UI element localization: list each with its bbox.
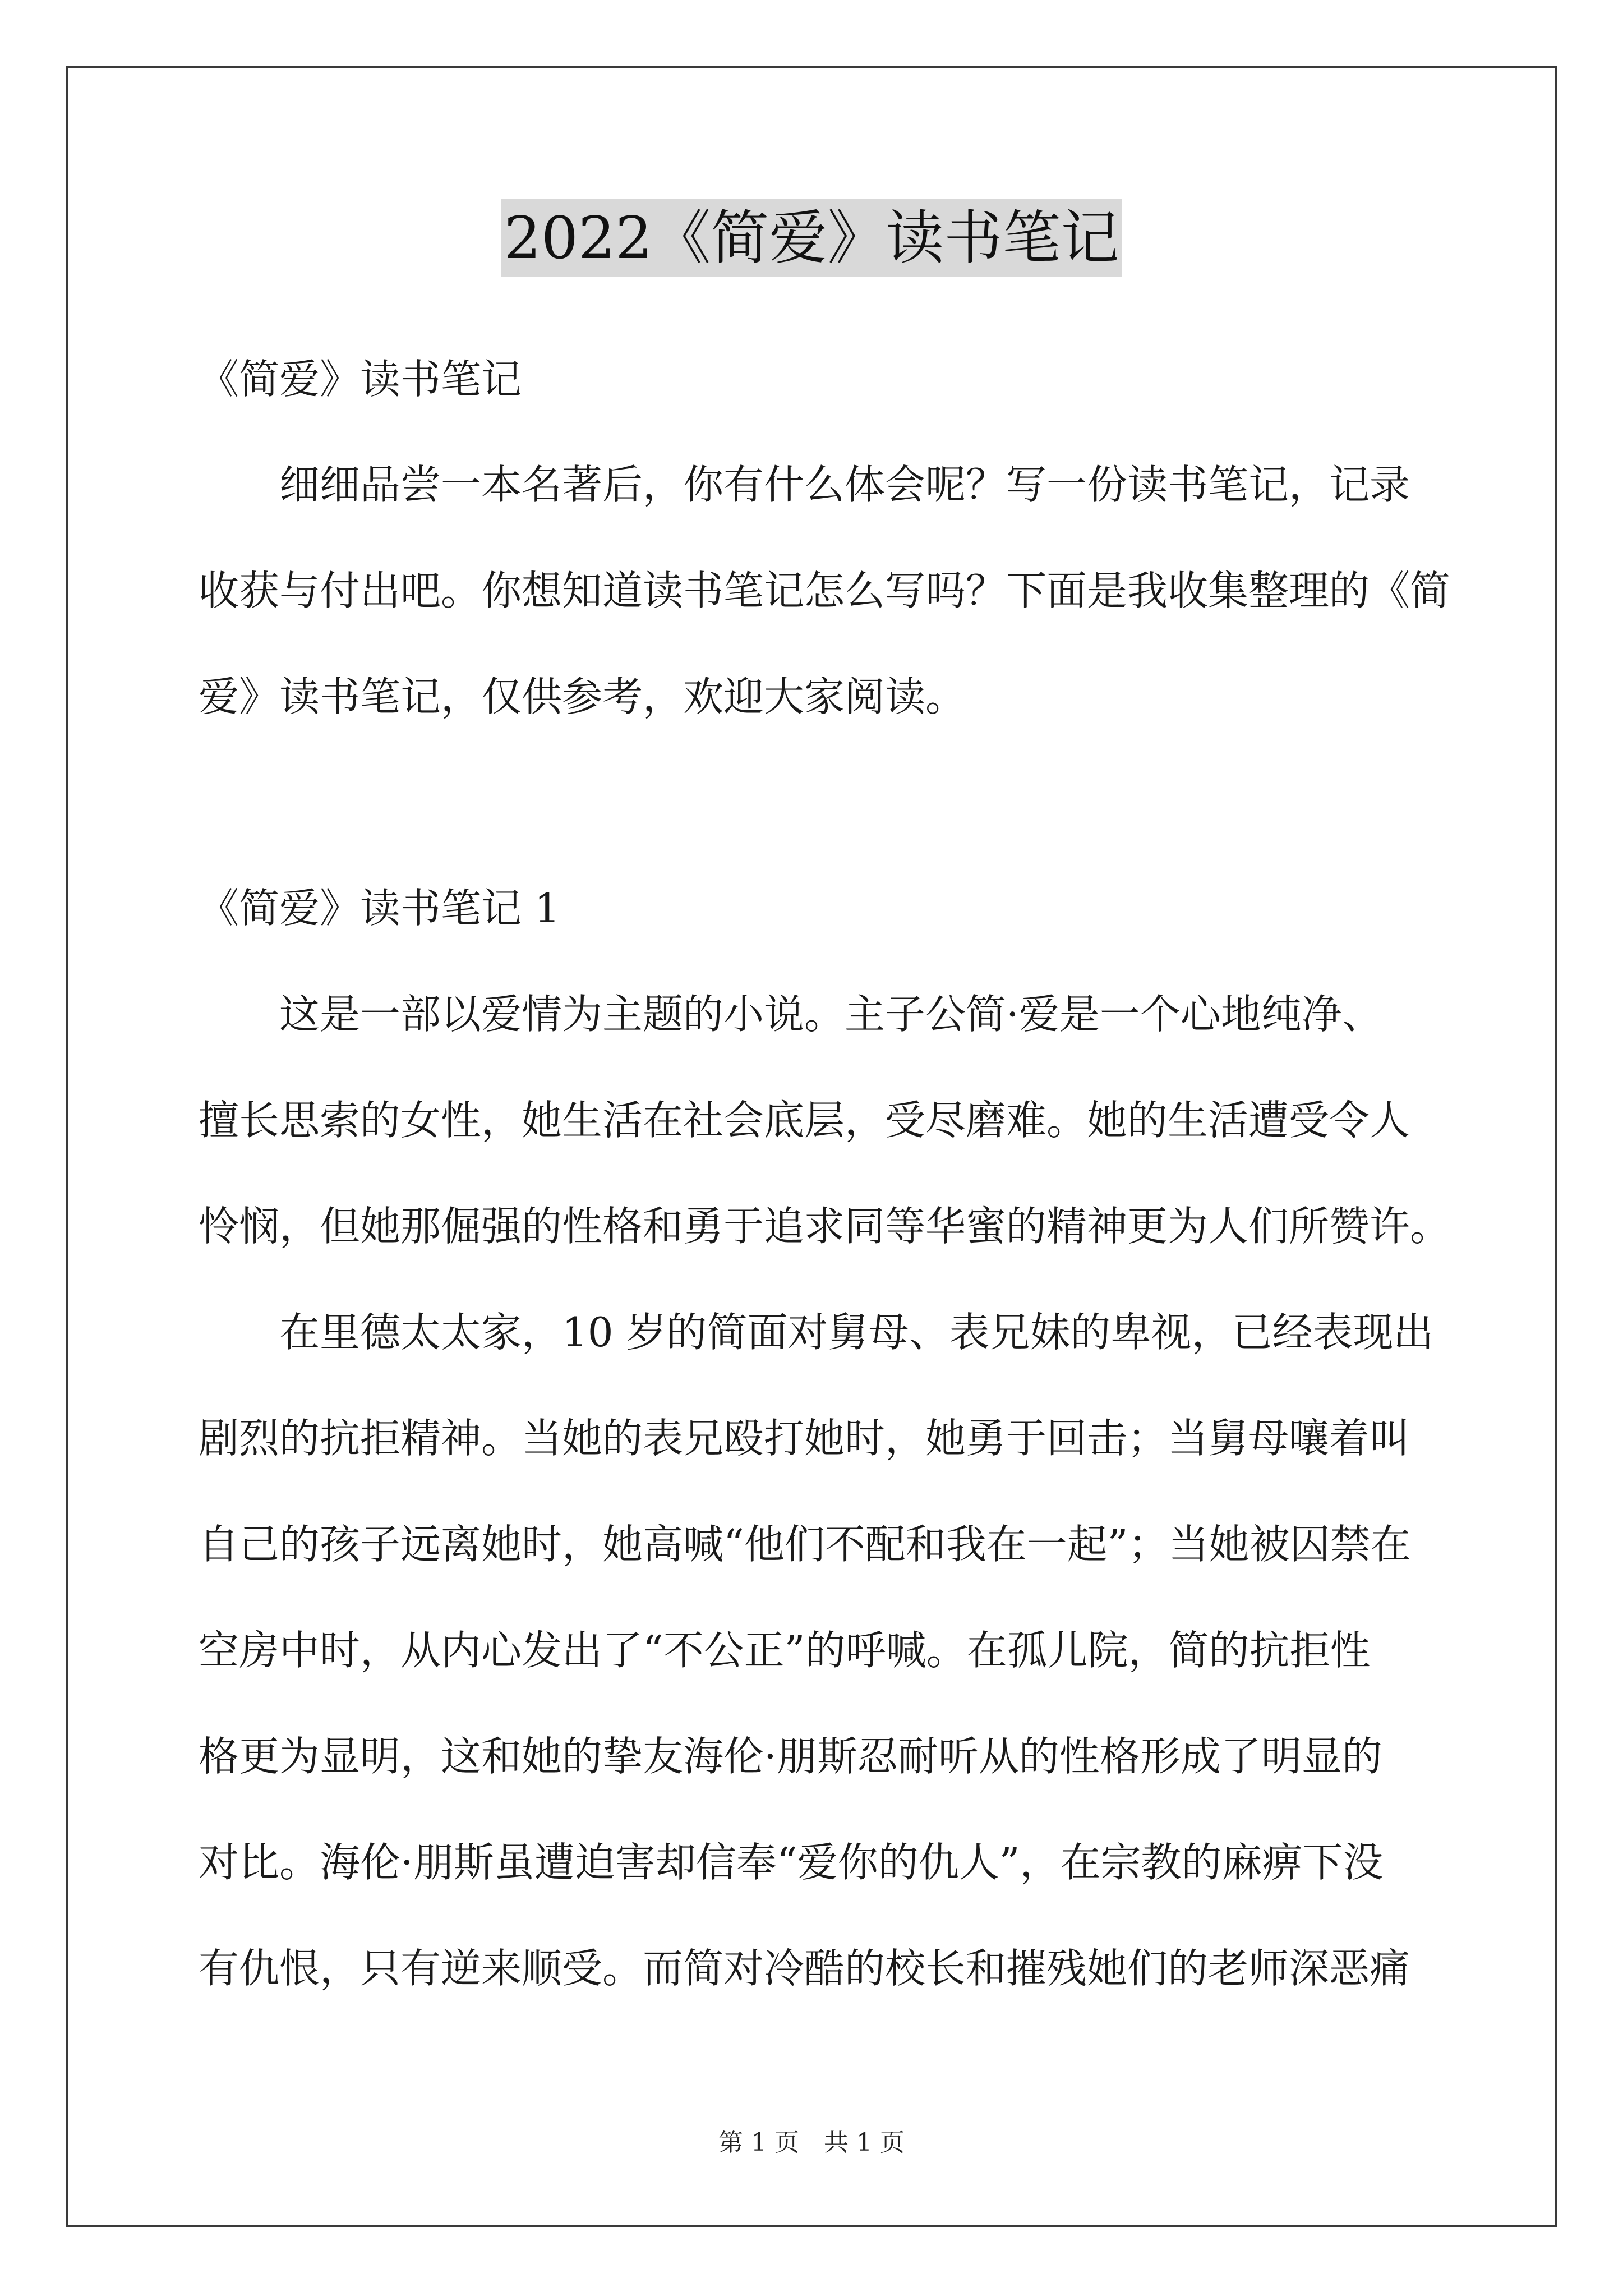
body-line: 擅长思索的女性，她生活在社会底层，受尽磨难。她的生活遭受令人: [199, 1097, 1410, 1144]
intro-heading: 《简爱》读书笔记: [199, 356, 522, 403]
intro-line: 细细品尝一本名著后，你有什么体会呢？写一份读书笔记，记录: [199, 461, 1410, 508]
body-line: 剧烈的抗拒精神。当她的表兄殴打她时，她勇于回击；当舅母嚷着叫: [199, 1415, 1410, 1462]
body-line: 格更为显明，这和她的挚友海伦·朋斯忍耐听从的性格形成了明显的: [199, 1733, 1382, 1780]
body-line: 对比。海伦·朋斯虽遭迫害却信奉“爱你的仇人”，在宗教的麻痹下没: [199, 1839, 1384, 1886]
body-line: 有仇恨，只有逆来顺受。而简对冷酷的校长和摧残她们的老师深恶痛: [199, 1945, 1410, 1992]
document-title: 2022《简爱》读书笔记: [501, 199, 1123, 277]
body-line: 自己的孩子远离她时，她高喊“他们不配和我在一起”；当她被囚禁在: [199, 1521, 1411, 1568]
section-heading: 《简爱》读书笔记 1: [199, 885, 560, 932]
body-line: 空房中时，从内心发出了“不公正”的呼喊。在孤儿院，简的抗拒性: [199, 1627, 1371, 1674]
page-footer: 第 1 页 共 1 页: [718, 2128, 905, 2157]
body-line: 这是一部以爱情为主题的小说。主子公简·爱是一个心地纯净、: [199, 991, 1382, 1038]
body-line: 怜悯，但她那倔强的性格和勇于追求同等华蜜的精神更为人们所赞许。: [199, 1203, 1451, 1250]
title-container: [0, 199, 1623, 277]
intro-line: 收获与付出吧。你想知道读书笔记怎么写吗？下面是我收集整理的《简: [199, 567, 1451, 614]
intro-line: 爱》读书笔记，仅供参考，欢迎大家阅读。: [199, 673, 966, 720]
body-line: 在里德太太家，10 岁的简面对舅母、表兄妹的卑视，已经表现出: [199, 1309, 1434, 1356]
